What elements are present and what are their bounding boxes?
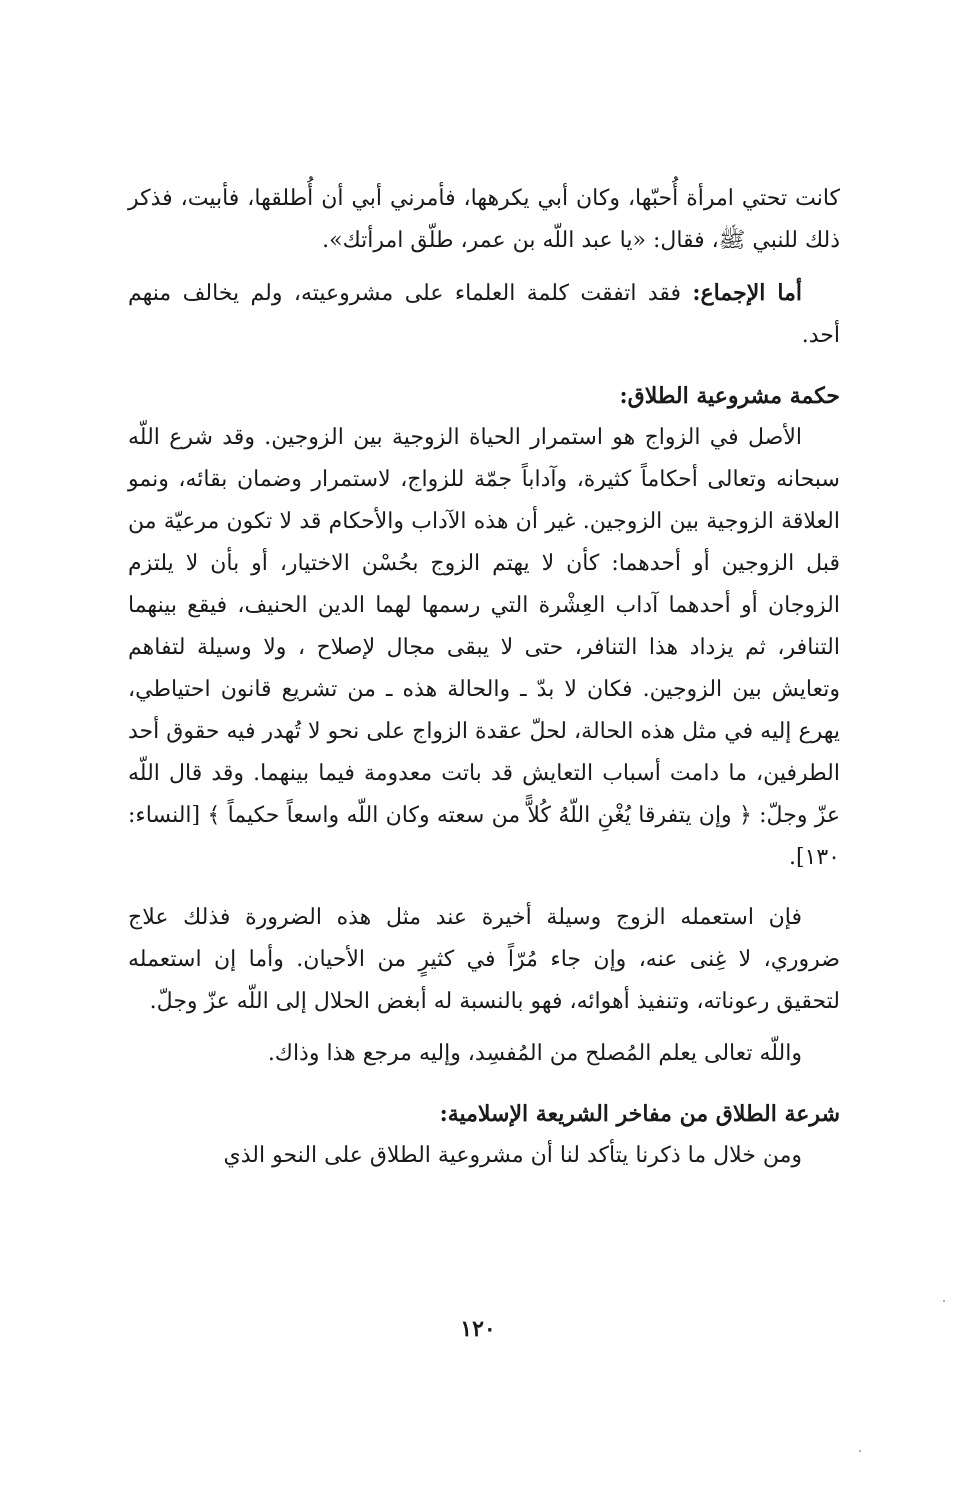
- spacer: [128, 1023, 840, 1033]
- paragraph-closing: واللّه تعالى يعلم المُصلح من المُفسِد، وإليه مرجع هذا وذاك.: [267, 1041, 802, 1066]
- paragraph-text: فقد اتفقت كلمة العلماء على مشروعيته، ولم يخالف منهم أحد.: [128, 281, 840, 348]
- spacer: [128, 1075, 840, 1093]
- section-heading: شرعة الطلاق من مفاخر الشريعة الإسلامية:: [439, 1101, 840, 1127]
- section-heading: حكمة مشروعية الطلاق:: [619, 383, 840, 409]
- page-body: [128, 178, 840, 1328]
- paragraph-wisdom: الأصل في الزواج هو استمرار الحياة الزوجية بين الزوجين. وقد شرع اللّه سبحانه وتعالى أحكاماً كثيرة، وآداباً جمّة للزواج، لاستمرار وضمان بقائه، ونمو العلاقة الزوجية بين الزوجين. غير أن هذه الآداب والأحكام قد لا تكون مرعيّة من قبل الزوجين أو أحدهما: كأن لا يهتم الزوج بحُسْن الاختيار، أو بأن لا يلتزم الزوجان أو أحدهما آداب العِشْرة التي رسمها لهما الدين الحنيف، فيقع بينهما التنافر، ثم يزداد هذا التنافر، حتى لا يبقى مجال لإصلاح ، ولا وسيلة لتفاهم وتعايش بين الزوجين. فكان لا بدّ ـ والحالة هذه ـ من تشريع قانون احتياطي، يهرع إليه في مثل هذه الحالة، لحلّ عقدة الزواج على نحو لا تُهدر فيه حقوق أحد الطرفين، ما دامت أسباب التعايش قد باتت معدومة فيما بينهما. وقد قال اللّه عزّ وجلّ: ﴿ وإن يتفرقا يُغْنِ اللّهُ كُلاًّ من سعته وكان اللّه واسعاً حكيماً ﴾ [النساء: ١٣٠].: [128, 425, 840, 870]
- scan-speck: [943, 1300, 945, 1302]
- paragraph-necessity: فإن استعمله الزوج وسيلة أخيرة عند مثل هذه الضرورة فذلك علاج ضروري، لا غِنى عنه، وإن جاء مُرّاً في كثيرٍ من الأحيان. وأما إن استعمله لتحقيق رعوناته، وتنفيذ أهوائه، فهو بالنسبة له أبغض الحلال إلى اللّه عزّ وجلّ.: [128, 905, 840, 1014]
- spacer: [128, 879, 840, 897]
- spacer: [128, 262, 840, 272]
- scan-speck: [859, 1450, 861, 1452]
- paragraph-lead: أما الإجماع:: [692, 280, 803, 306]
- spacer: [128, 357, 840, 375]
- paragraph-continuation: ومن خلال ما ذكرنا يتأكد لنا أن مشروعية الطلاق على النحو الذي: [223, 1143, 802, 1168]
- paragraph-ijma: [128, 272, 840, 357]
- page-number: ١٢٠: [460, 1316, 496, 1342]
- paragraph-hadith: كانت تحتي امرأة أُحبّها، وكان أبي يكرهها، فأمرني أبي أن أُطلقها، فأبيت، فذكر ذلك للنبي ﷺ، فقال: «يا عبد اللّه بن عمر، طلّق امرأتك».: [128, 186, 840, 253]
